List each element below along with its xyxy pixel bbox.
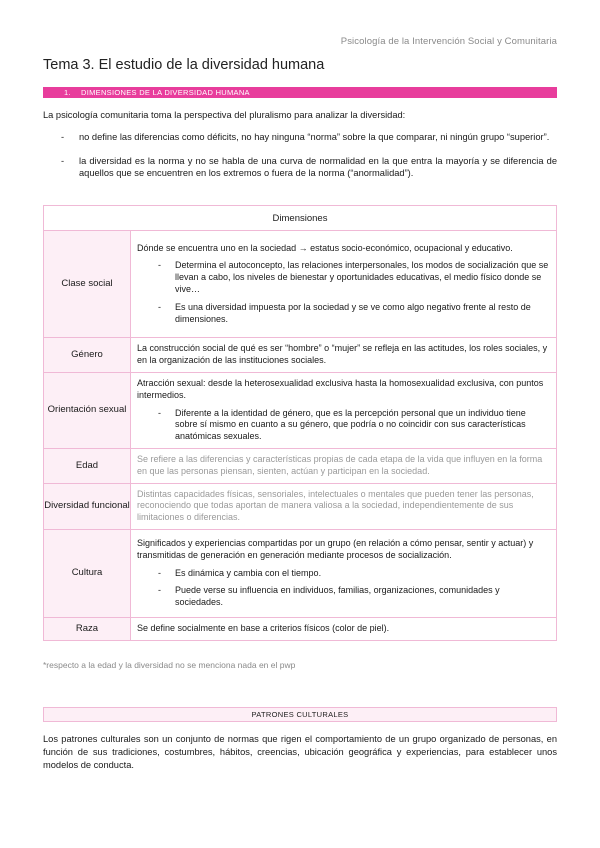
sub-item-text: Es dinámica y cambia con el tiempo. — [175, 567, 322, 578]
table-row — [44, 338, 557, 373]
sub-item — [137, 260, 550, 295]
sub-item-text: Diferente a la identidad de género, que es la percepción personal que un individuo tiene sobre sí mismo en cuanto a su género, que podría o no coincidir con sus características anatómicas sexuales. — [175, 407, 526, 442]
row-text: Atracción sexual: desde la heterosexualidad exclusiva hasta la homosexualidad exclusiva, con puntos intermedios. — [137, 378, 544, 400]
sub-item — [137, 568, 550, 580]
row-label: Clase social — [44, 231, 131, 338]
table-row — [44, 617, 557, 640]
row-description: Se define socialmente en base a criterios físicos (color de piel). — [131, 617, 557, 640]
sub-item-text: Puede verse su influencia en individuos, familias, organizaciones, comunidades y sociedades. — [175, 585, 500, 608]
patrones-heading-box: PATRONES CULTURALES — [43, 707, 557, 722]
intro-paragraph: La psicología comunitaria toma la perspectiva del pluralismo para analizar la diversidad: — [43, 110, 406, 120]
running-header: Psicología de la Intervención Social y Comunitaria — [340, 36, 557, 47]
page-title: Tema 3. El estudio de la diversidad humana — [43, 57, 325, 73]
row-label: Diversidad funcional — [44, 483, 131, 529]
row-description: Distintas capacidades físicas, sensoriales, intelectuales o mentales que pueden tener las personas, reconociendo que todas aportan de manera valiosa a la sociedad, independientemente de sus limitaciones o diferencias. — [131, 483, 557, 529]
dash-marker: - — [158, 585, 161, 596]
table-row — [44, 483, 557, 529]
dash-marker: - — [158, 407, 161, 418]
list-item — [43, 131, 557, 144]
row-label: Edad — [44, 448, 131, 483]
dash-marker: - — [158, 260, 161, 271]
row-description — [131, 529, 557, 617]
dash-marker: - — [61, 132, 65, 142]
sub-item — [137, 302, 550, 326]
section-number: 1. — [64, 88, 71, 97]
section-heading-bar — [43, 87, 557, 98]
row-label: Cultura — [44, 529, 131, 617]
list-item-text: no define las diferencias como déficits, no hay ninguna “norma” sobre la que comparar, ni ningún grupo “superior”. — [79, 132, 550, 142]
row-text: Dónde se encuentra uno en la sociedad → estatus socio-económico, ocupacional y educativo. — [137, 242, 513, 253]
sub-item-text: Es una diversidad impuesta por la sociedad y se ve como algo negativo frente al resto de dimensiones. — [175, 301, 531, 324]
footnote: *respecto a la edad y la diversidad no se menciona nada en el pwp — [43, 660, 296, 670]
table-header-row — [44, 206, 557, 231]
row-text: Significados y experiencias compartidas por un grupo (en relación a cómo pensar, sentir y actuar) y transmitidas de generación en generación mediante procesos de socialización. — [137, 537, 534, 560]
section-label: DIMENSIONES DE LA DIVERSIDAD HUMANA — [81, 88, 250, 97]
row-description: La construcción social de qué es ser “hombre” o “mujer” se refleja en las actitudes, los roles sociales, y en la organización de las instituciones sociales. — [131, 338, 557, 373]
row-description — [131, 231, 557, 338]
table-heading: Dimensiones — [44, 206, 557, 231]
row-label: Orientación sexual — [44, 373, 131, 449]
table-row — [44, 231, 557, 338]
dimensions-table — [43, 205, 557, 641]
sub-item — [137, 408, 550, 443]
table-row — [44, 373, 557, 449]
row-description — [131, 373, 557, 449]
list-item-text: la diversidad es la norma y no se habla de una curva de normalidad en la que entra la mayoría y se diferencia de aquellos que se encuentren en los extremos o fuera de la norma (“anormalidad”). — [79, 155, 557, 178]
table-row — [44, 448, 557, 483]
sub-item-text: Determina el autoconcepto, las relaciones interpersonales, los modos de socialización que se llevan a cabo, los niveles de bienestar y oportunidades educativas, el medio físico donde se vive… — [175, 260, 549, 294]
table-row — [44, 529, 557, 617]
row-label: Género — [44, 338, 131, 373]
dash-marker: - — [61, 155, 65, 166]
pluralism-list — [43, 131, 557, 191]
dash-marker: - — [158, 567, 161, 578]
sub-item — [137, 585, 550, 609]
row-description: Se refiere a las diferencias y características propias de cada etapa de la vida que influyen en la forma en que las personas piensan, sienten, actúan y participan en la sociedad. — [131, 448, 557, 483]
dash-marker: - — [158, 301, 161, 312]
row-label: Raza — [44, 617, 131, 640]
list-item — [43, 155, 557, 180]
patrones-paragraph: Los patrones culturales son un conjunto de normas que rigen el comportamiento de un grupo organizado de personas, en función de sus tradiciones, costumbres, hábitos, creencias, ubicación geográfica y experiencias, para establecer unos modelos de conducta. — [43, 734, 557, 770]
